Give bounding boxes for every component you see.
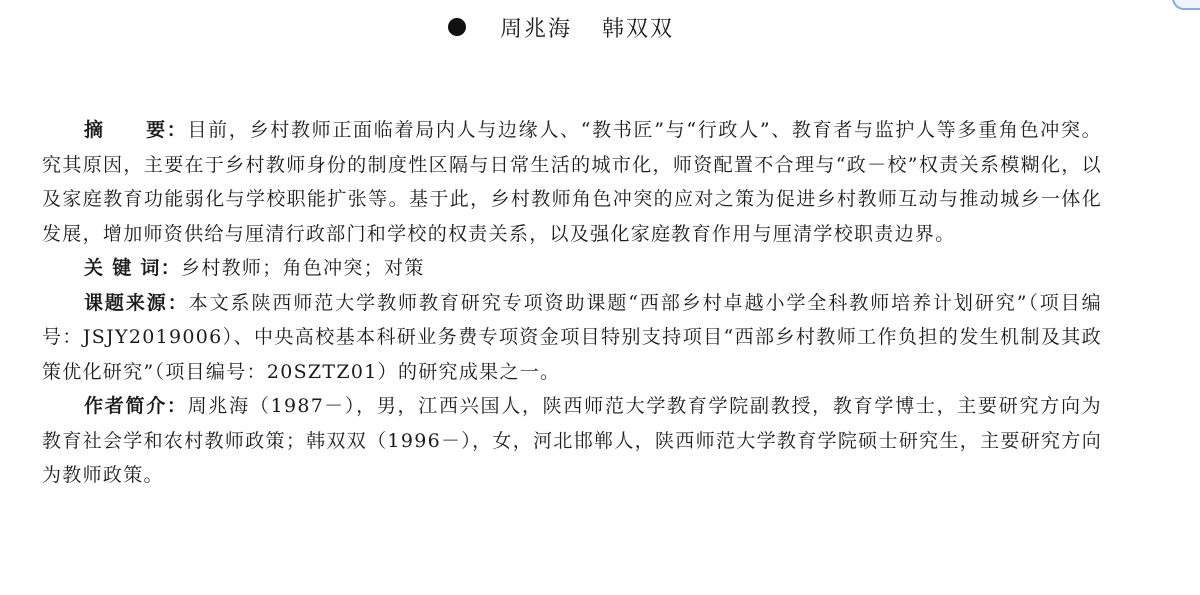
author-bio-paragraph: [42, 389, 1102, 493]
abstract-text: 目前，乡村教师正面临着局内人与边缘人、“教书匠”与“行政人”、教育者与监护人等多重角色冲突。究其原因，主要在于乡村教师身份的制度性区隔与日常生活的城市化，师资配置不合理与“政－校”权责关系模糊化，以及家庭教育功能弱化与学校职能扩张等。基于此，乡村教师角色冲突的应对之策为促进乡村教师互动与推动城乡一体化发展，增加师资供给与厘清行政部门和学校的权责关系，以及强化家庭教育作用与厘清学校职责边界。: [42, 119, 1102, 245]
keywords-text: 乡村教师；角色冲突；对策: [181, 257, 425, 279]
abstract-paragraph: [42, 113, 1102, 251]
corner-decoration: [1172, 0, 1200, 10]
funding-label: 课题来源：: [84, 291, 189, 314]
keywords-label: 关 键 词：: [84, 257, 182, 279]
article-front-matter: [42, 113, 1102, 493]
author-line: [448, 10, 674, 44]
author-bio-text: 周兆海（1987－），男，江西兴国人，陕西师范大学教育学院副教授，教育学博士，主要研究方向为教育社会学和农村教师政策；韩双双（1996－），女，河北邯郸人，陕西师范大学教育学院硕士研究生，主要研究方向为教师政策。: [42, 395, 1102, 486]
abstract-label: 摘 要：: [84, 119, 188, 141]
funding-paragraph: [42, 286, 1102, 390]
funding-text: 本文系陕西师范大学教师教育研究专项资助课题“西部乡村卓越小学全科教师培养计划研究”（项目编号：JSJY2019006）、中央高校基本科研业务费专项资金项目特别支持项目“西部乡村教师工作负担的发生机制及其政策优化研究”（项目编号：20SZTZ01）的研究成果之一。: [42, 291, 1102, 383]
keywords-paragraph: [42, 251, 1102, 286]
author-bio-label: 作者简介：: [84, 395, 188, 417]
bullet-icon: [448, 18, 466, 36]
author-name-1: 周兆海: [500, 16, 573, 42]
author-name-2: 韩双双: [602, 16, 675, 42]
